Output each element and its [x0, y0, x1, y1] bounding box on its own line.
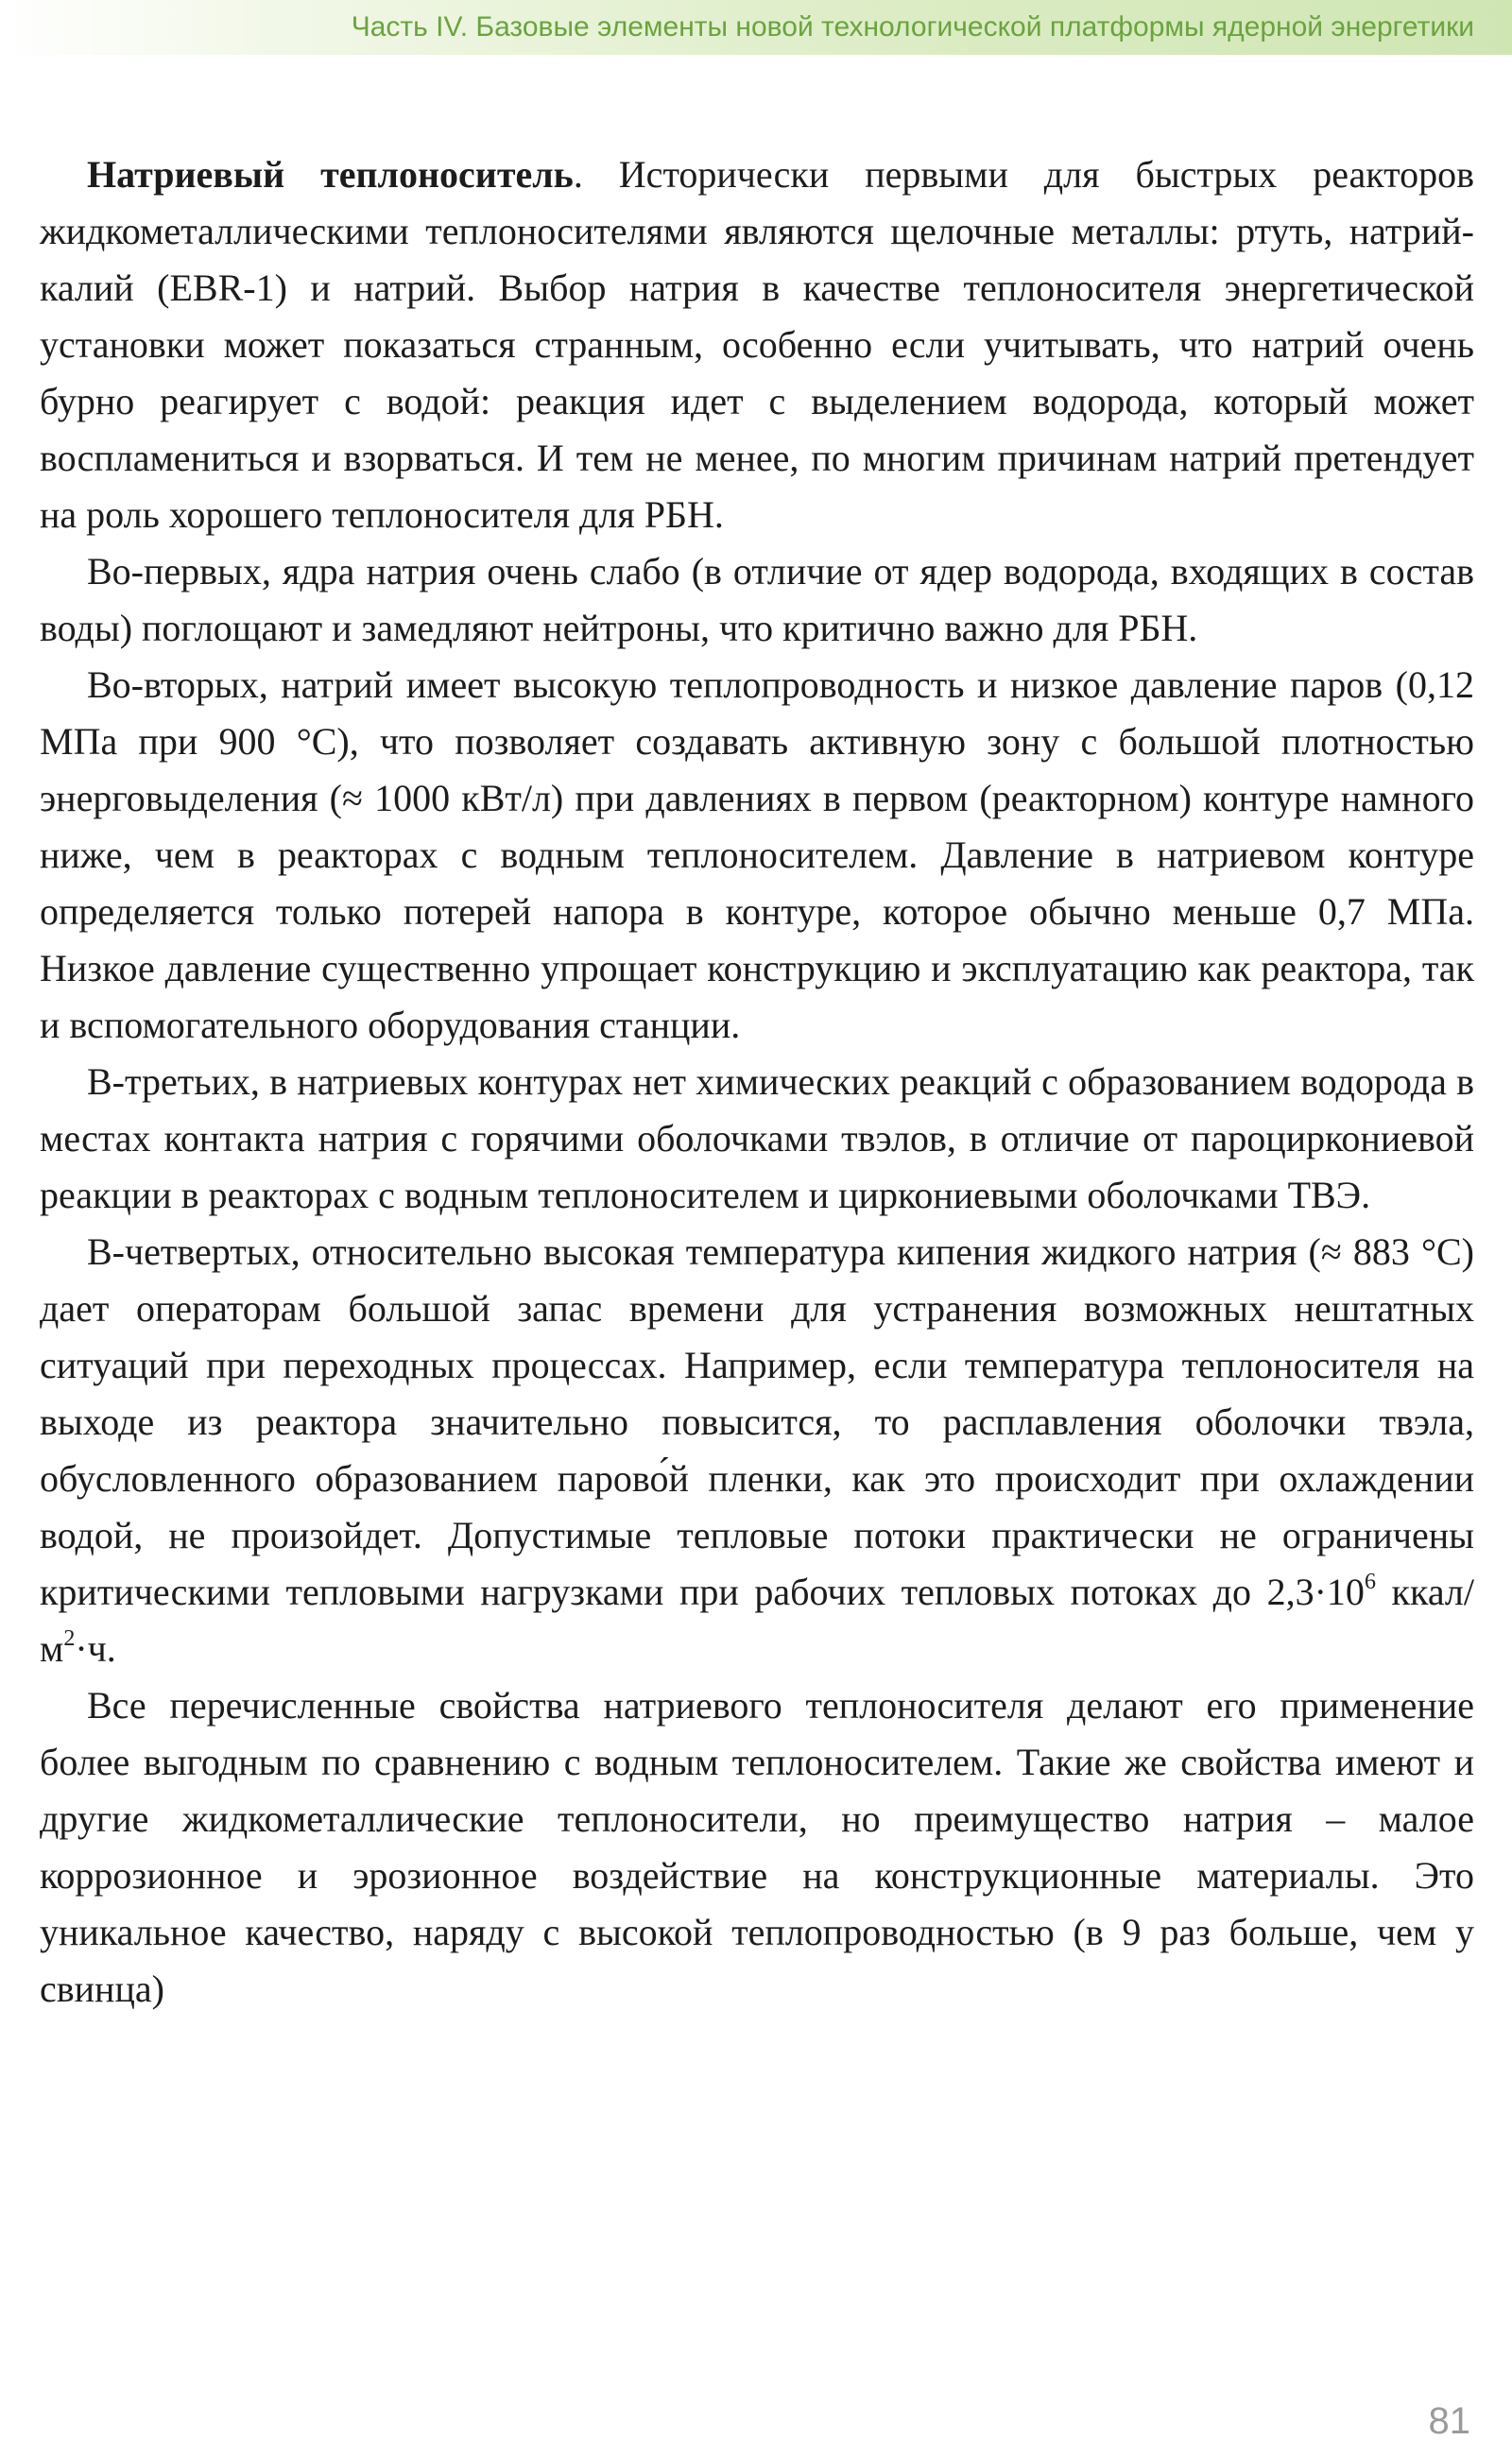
- paragraph-summary: Все перечисленные свойства натриевого теплоносителя делают его применение более выгодным по сравнению с водным теплоносителем. Такие же свойства имеют и другие жидкометаллические теплоносители, но преимущество натрия – малое коррозионное и эрозионное воздействие на конструкционные материалы. Это уникальное качество, наряду с высокой теплопроводностью (в 9 раз больше, чем у свинца): [40, 1684, 1474, 2010]
- body-text: [40, 146, 1474, 2018]
- paragraph-text: . Исторически первыми для быстрых реакторов жидкометаллическими теплоносителями являются щелочные металлы: ртуть, натрий-калий (EBR-1) и натрий. Выбор натрия в качестве теплоносителя энергетической установки может показаться странным, особенно если учитывать, что натрий очень бурно реагирует с водой: реакция идет с выделением водорода, который может воспламениться и взорваться. И тем не менее, по многим причинам натрий претендует на роль хорошего теплоносителя для РБН.: [40, 153, 1475, 536]
- paragraph-text: В-четвертых, относительно высокая температура кипения жидкого натрия (≈ 883 °С) дает операторам большой запас времени для устранения возможных нештатных ситуаций при переходных процессах. Например, если температура теплоносителя на выходе из реактора значительно повысится, то расплавления оболочки твэла, обусловленного образованием парово́й пленки, как это происходит при охлаждении водой, не произойдет. Допустимые тепловые потоки практически не ограничены критическими тепловыми нагрузками при рабочих тепловых потоках до 2,3·10: [40, 1230, 1474, 1613]
- paragraph-sodium-coolant: [40, 146, 1474, 543]
- exponent: 2: [63, 1626, 76, 1651]
- running-header-title: Часть IV. Базовые элементы новой технологической платформы ядерной энергетики: [351, 11, 1474, 43]
- unit-text: ·ч.: [75, 1627, 116, 1670]
- unit-text: ккал/м: [40, 1571, 1474, 1670]
- paragraph-fourthly: [40, 1224, 1474, 1677]
- exponent: 6: [1364, 1570, 1376, 1594]
- running-header: [0, 0, 1512, 55]
- paragraph-secondly: Во-вторых, натрий имеет высокую теплопроводность и низкое давление паров (0,12 МПа при 900 °С), что позволяет создавать активную зону с большой плотностью энерговыделения (≈ 1000 кВт/л) при давлениях в первом (реакторном) контуре намного ниже, чем в реакторах с водным теплоносителем. Давление в натриевом контуре определяется только потерей напора в контуре, которое обычно меньше 0,7 МПа. Низкое давление существенно упрощает конструкцию и эксплуатацию как реактора, так и вспомогательного оборудования станции.: [40, 663, 1474, 1046]
- page-number: 81: [1428, 2400, 1470, 2442]
- paragraph-thirdly: В-третьих, в натриевых контурах нет химических реакций с образованием водорода в местах контакта натрия с горячими оболочками твэлов, в отличие от пароциркониевой реакции в реакторах с водным теплоносителем и циркониевыми оболочками ТВЭ.: [40, 1060, 1474, 1216]
- paragraph-lead-term: Натриевый теплоноситель: [87, 153, 574, 196]
- paragraph-firstly: Во-первых, ядра натрия очень слабо (в отличие от ядер водорода, входящих в состав воды) поглощают и замедляют нейтроны, что критично важно для РБН.: [40, 550, 1474, 649]
